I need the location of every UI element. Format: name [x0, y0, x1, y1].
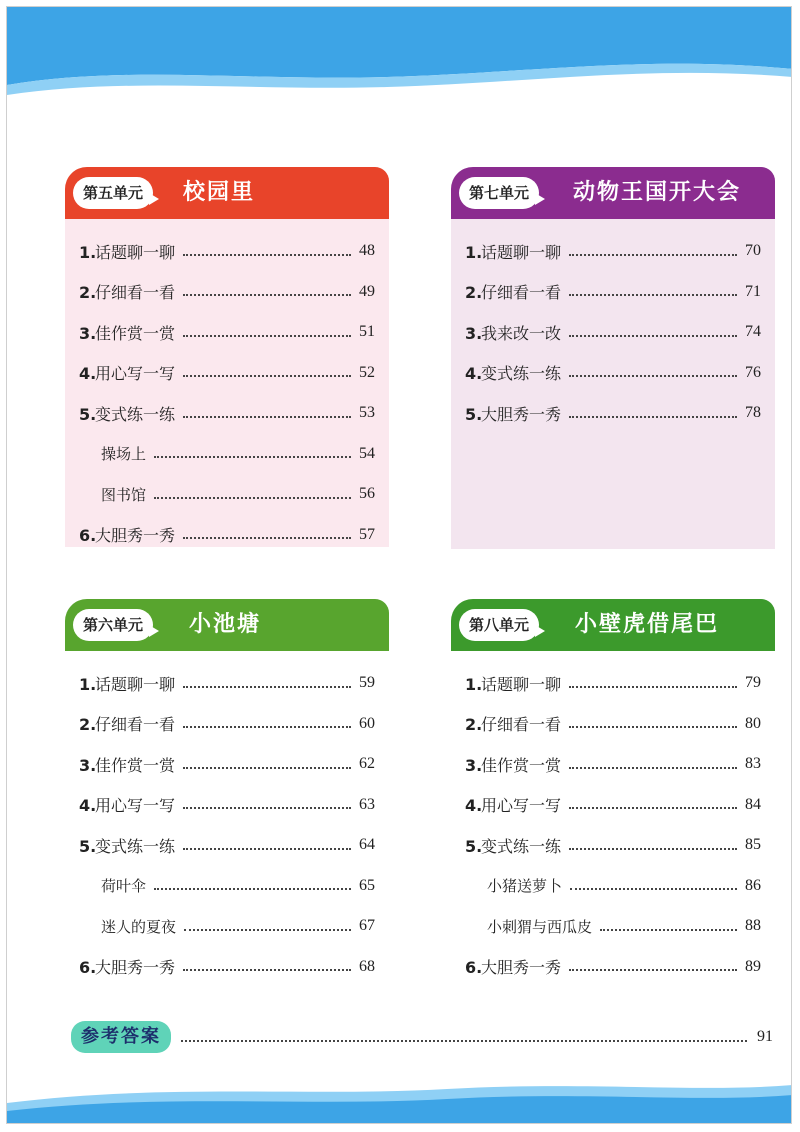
toc-entry-label — [465, 753, 561, 776]
toc-page-number: 71 — [745, 282, 761, 300]
leader-dots — [569, 725, 737, 728]
toc-page-number: 49 — [359, 282, 375, 300]
toc-entry-number: 2. — [79, 283, 97, 303]
leader-dots — [569, 685, 737, 688]
toc-row — [79, 393, 375, 434]
leader-dots — [569, 766, 737, 769]
toc-entry-label — [79, 793, 175, 816]
toc-entry-text: 大胆秀一秀 — [481, 958, 562, 978]
toc-entry-label — [465, 402, 561, 425]
toc-row — [79, 434, 375, 475]
leader-dots — [183, 725, 351, 728]
unit8-badge: 第八单元 — [459, 609, 539, 641]
leader-dots — [569, 415, 737, 418]
toc-entry-label — [101, 916, 176, 937]
toc-row — [465, 231, 761, 272]
toc-row — [79, 272, 375, 313]
toc-entry-number: 3. — [465, 755, 483, 775]
toc-entry-text: 佳作赏一赏 — [481, 755, 562, 775]
toc-entry-number: 2. — [465, 715, 483, 735]
toc-page-number: 88 — [745, 917, 761, 935]
leader-dots — [183, 536, 351, 539]
toc-entry-text: 变式练一练 — [95, 836, 176, 856]
toc-entry-label — [465, 834, 561, 857]
toc-entry-number: 5. — [465, 404, 483, 424]
toc-entry-number: 6. — [79, 526, 97, 546]
toc-page-number: 63 — [359, 795, 375, 813]
toc-entry-text: 佳作赏一赏 — [95, 323, 176, 343]
toc-page-number: 83 — [745, 755, 761, 773]
toc-entry-text: 大胆秀一秀 — [95, 526, 176, 546]
toc-page-number: 65 — [359, 876, 375, 894]
leader-dots — [569, 293, 737, 296]
unit8-title: 小壁虎借尾巴 — [575, 612, 720, 637]
toc-entry-number: 5. — [79, 404, 97, 424]
toc-entry-text: 大胆秀一秀 — [481, 404, 562, 424]
toc-row — [79, 906, 375, 947]
toc-entry-text: 话题聊一聊 — [481, 242, 562, 262]
leader-dots — [184, 928, 351, 931]
toc-page-number: 78 — [745, 404, 761, 422]
unit8-header — [451, 599, 775, 651]
toc-entry-label — [101, 484, 146, 505]
leader-dots — [183, 293, 351, 296]
unit5-badge: 第五单元 — [73, 177, 153, 209]
leader-dots — [569, 847, 737, 850]
toc-row — [79, 866, 375, 907]
toc-entry-text: 荷叶伞 — [101, 877, 147, 896]
toc-entry-number: 5. — [465, 836, 483, 856]
toc-entry-text: 迷人的夏夜 — [101, 917, 177, 936]
toc-row — [79, 312, 375, 353]
toc-page-number: 57 — [359, 525, 375, 543]
toc-row — [465, 353, 761, 394]
toc-entry-text: 操场上 — [101, 445, 147, 464]
toc-entry-label — [487, 875, 562, 896]
toc-page-number: 48 — [359, 242, 375, 260]
toc-page-number: 60 — [359, 714, 375, 732]
unit6-header — [65, 599, 389, 651]
toc-entry-label — [487, 916, 592, 937]
toc-page-number: 74 — [745, 323, 761, 341]
toc-row — [465, 744, 761, 785]
toc-row — [465, 906, 761, 947]
leader-dots — [183, 253, 351, 256]
leader-dots — [154, 887, 351, 890]
leader-dots — [183, 968, 351, 971]
toc-entry-label — [79, 753, 175, 776]
toc-entry-number: 3. — [79, 323, 97, 343]
unit6-toc-list — [65, 651, 389, 981]
toc-entry-number: 1. — [465, 674, 483, 694]
toc-row — [465, 785, 761, 826]
toc-page-number: 51 — [359, 323, 375, 341]
toc-entry-label — [465, 712, 561, 735]
unit7-toc-list — [451, 219, 775, 549]
bottom-wave-decoration — [7, 1063, 792, 1123]
toc-entry-label — [101, 875, 146, 896]
toc-entry-text: 话题聊一聊 — [481, 674, 562, 694]
unit8-toc-list — [451, 651, 775, 981]
toc-entry-number: 2. — [79, 715, 97, 735]
toc-entry-text: 图书馆 — [101, 485, 147, 504]
toc-entry-label — [79, 834, 175, 857]
toc-entry-number: 4. — [79, 364, 97, 384]
toc-entry-number: 5. — [79, 836, 97, 856]
page-frame — [6, 6, 792, 1124]
leader-dots — [569, 806, 737, 809]
toc-entry-label — [79, 955, 175, 978]
toc-entry-text: 话题聊一聊 — [95, 674, 176, 694]
toc-entry-number: 3. — [465, 323, 483, 343]
leader-dots — [569, 334, 737, 337]
toc-entry-label — [79, 321, 175, 344]
leader-dots — [183, 374, 351, 377]
unit7-title: 动物王国开大会 — [573, 180, 742, 205]
toc-entry-number: 4. — [79, 796, 97, 816]
toc-page-number: 64 — [359, 836, 375, 854]
toc-entry-label — [79, 402, 175, 425]
toc-page-number: 53 — [359, 404, 375, 422]
toc-page-number: 62 — [359, 755, 375, 773]
toc-entry-number: 1. — [79, 242, 97, 262]
unit6-title: 小池塘 — [189, 612, 262, 637]
toc-page-number: 54 — [359, 444, 375, 462]
toc-entry-text: 用心写一写 — [95, 364, 176, 384]
toc-page-number: 52 — [359, 363, 375, 381]
leader-dots — [181, 1040, 747, 1042]
toc-entry-label — [101, 443, 146, 464]
toc-row — [79, 663, 375, 704]
leader-dots — [570, 887, 737, 890]
unit5-toc-list — [65, 219, 389, 547]
toc-entry-label — [79, 240, 175, 263]
leader-dots — [183, 806, 351, 809]
toc-row — [79, 515, 375, 556]
toc-page-number: 80 — [745, 714, 761, 732]
toc-row — [79, 785, 375, 826]
toc-entry-text: 仔细看一看 — [95, 715, 176, 735]
toc-entry-number: 1. — [79, 674, 97, 694]
toc-row — [465, 704, 761, 745]
toc-entry-text: 大胆秀一秀 — [95, 958, 176, 978]
toc-entry-number: 6. — [79, 958, 97, 978]
toc-entry-number: 4. — [465, 364, 483, 384]
toc-row — [79, 947, 375, 988]
leader-dots — [569, 374, 737, 377]
toc-row — [79, 704, 375, 745]
unit7-badge: 第七单元 — [459, 177, 539, 209]
toc-page-number: 56 — [359, 485, 375, 503]
toc-row — [79, 474, 375, 515]
toc-entry-text: 变式练一练 — [481, 836, 562, 856]
leader-dots — [569, 968, 737, 971]
toc-entry-text: 仔细看一看 — [481, 715, 562, 735]
toc-entry-label — [465, 321, 561, 344]
toc-page-number: 84 — [745, 795, 761, 813]
toc-row — [465, 663, 761, 704]
unit7-header — [451, 167, 775, 219]
toc-row — [465, 866, 761, 907]
leader-dots — [154, 455, 351, 458]
toc-page-number: 85 — [745, 836, 761, 854]
toc-row — [465, 312, 761, 353]
toc-row — [465, 825, 761, 866]
toc-entry-label — [465, 361, 561, 384]
toc-row — [79, 744, 375, 785]
toc-page-number: 70 — [745, 242, 761, 260]
toc-row — [465, 272, 761, 313]
toc-entry-number: 4. — [465, 796, 483, 816]
toc-entry-text: 变式练一练 — [95, 404, 176, 424]
toc-entry-text: 用心写一写 — [481, 796, 562, 816]
toc-page-number: 79 — [745, 674, 761, 692]
toc-entry-label — [79, 712, 175, 735]
toc-entry-text: 我来改一改 — [481, 323, 562, 343]
toc-entry-label — [79, 280, 175, 303]
toc-entry-text: 话题聊一聊 — [95, 242, 176, 262]
toc-row — [465, 393, 761, 434]
leader-dots — [600, 928, 737, 931]
leader-dots — [183, 415, 351, 418]
leader-dots — [183, 334, 351, 337]
toc-row — [79, 353, 375, 394]
unit6-badge: 第六单元 — [73, 609, 153, 641]
unit5-header — [65, 167, 389, 219]
toc-entry-text: 仔细看一看 — [481, 283, 562, 303]
toc-entry-label — [79, 361, 175, 384]
toc-entry-text: 变式练一练 — [481, 364, 562, 384]
toc-entry-number: 1. — [465, 242, 483, 262]
leader-dots — [154, 496, 351, 499]
unit5-title: 校园里 — [183, 180, 256, 205]
toc-page-number: 68 — [359, 957, 375, 975]
toc-entry-number: 6. — [465, 958, 483, 978]
toc-entry-label — [465, 672, 561, 695]
toc-entry-label — [465, 955, 561, 978]
leader-dots — [183, 766, 351, 769]
toc-row — [79, 231, 375, 272]
toc-page-number: 76 — [745, 363, 761, 381]
toc-entry-text: 用心写一写 — [95, 796, 176, 816]
toc-entry-text: 小刺猬与西瓜皮 — [487, 917, 593, 936]
toc-page-number: 59 — [359, 674, 375, 692]
toc-entry-label — [79, 672, 175, 695]
toc-entry-number: 2. — [465, 283, 483, 303]
toc-entry-label — [465, 280, 561, 303]
toc-page-number: 67 — [359, 917, 375, 935]
toc-entry-label — [465, 240, 561, 263]
answers-badge: 参考答案 — [71, 1021, 171, 1053]
toc-page-number: 86 — [745, 876, 761, 894]
leader-dots — [183, 847, 351, 850]
toc-entry-text: 小猪送萝卜 — [487, 877, 563, 896]
toc-page-number: 89 — [745, 957, 761, 975]
answers-row — [71, 1017, 773, 1057]
toc-entry-text: 仔细看一看 — [95, 283, 176, 303]
leader-dots — [569, 253, 737, 256]
toc-entry-label — [465, 793, 561, 816]
toc-row — [465, 947, 761, 988]
top-wave-decoration — [7, 7, 792, 107]
answers-page-number: 91 — [757, 1028, 773, 1045]
toc-entry-text: 佳作赏一赏 — [95, 755, 176, 775]
leader-dots — [183, 685, 351, 688]
toc-entry-number: 3. — [79, 755, 97, 775]
toc-row — [79, 825, 375, 866]
toc-entry-label — [79, 523, 175, 546]
